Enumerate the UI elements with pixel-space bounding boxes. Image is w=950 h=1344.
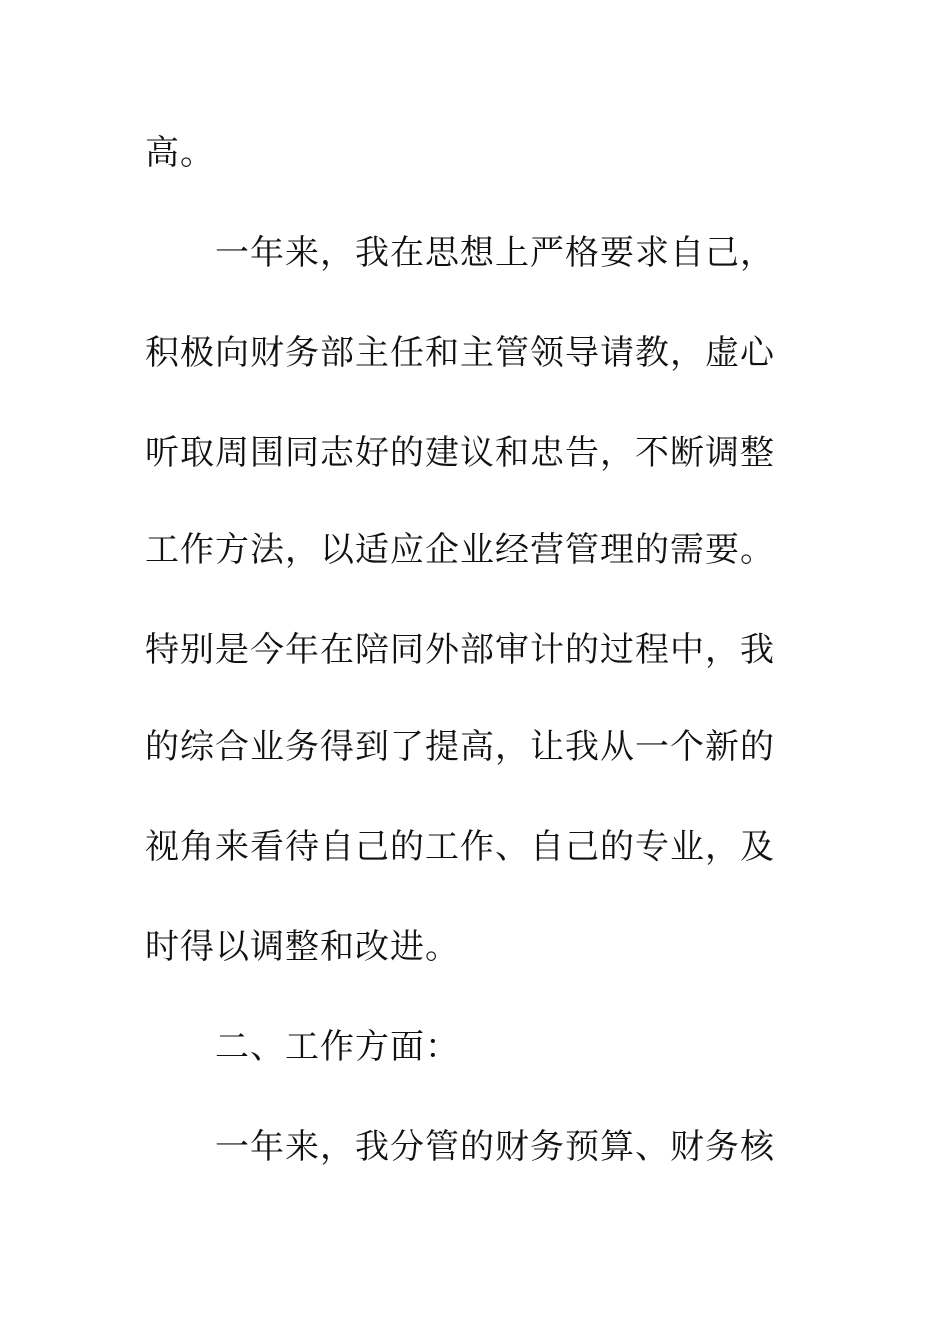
paragraph-line: 高。: [145, 133, 215, 173]
paragraph-line: 一年来，我在思想上严格要求自己，: [215, 233, 775, 273]
paragraph-line: 积极向财务部主任和主管领导请教，虚心: [145, 333, 775, 373]
paragraph-line: 视角来看待自己的工作、自己的专业，及: [145, 827, 775, 867]
paragraph-line: 一年来，我分管的财务预算、财务核: [215, 1127, 775, 1167]
paragraph-line: 特别是今年在陪同外部审计的过程中，我: [145, 630, 775, 670]
paragraph-line: 的综合业务得到了提高，让我从一个新的: [145, 727, 775, 767]
paragraph-line: 听取周围同志好的建议和忠告，不断调整: [145, 433, 775, 473]
paragraph-line: 时得以调整和改进。: [145, 927, 460, 967]
section-heading: 二、工作方面：: [215, 1027, 460, 1067]
paragraph-line: 工作方法，以适应企业经营管理的需要。: [145, 530, 775, 570]
